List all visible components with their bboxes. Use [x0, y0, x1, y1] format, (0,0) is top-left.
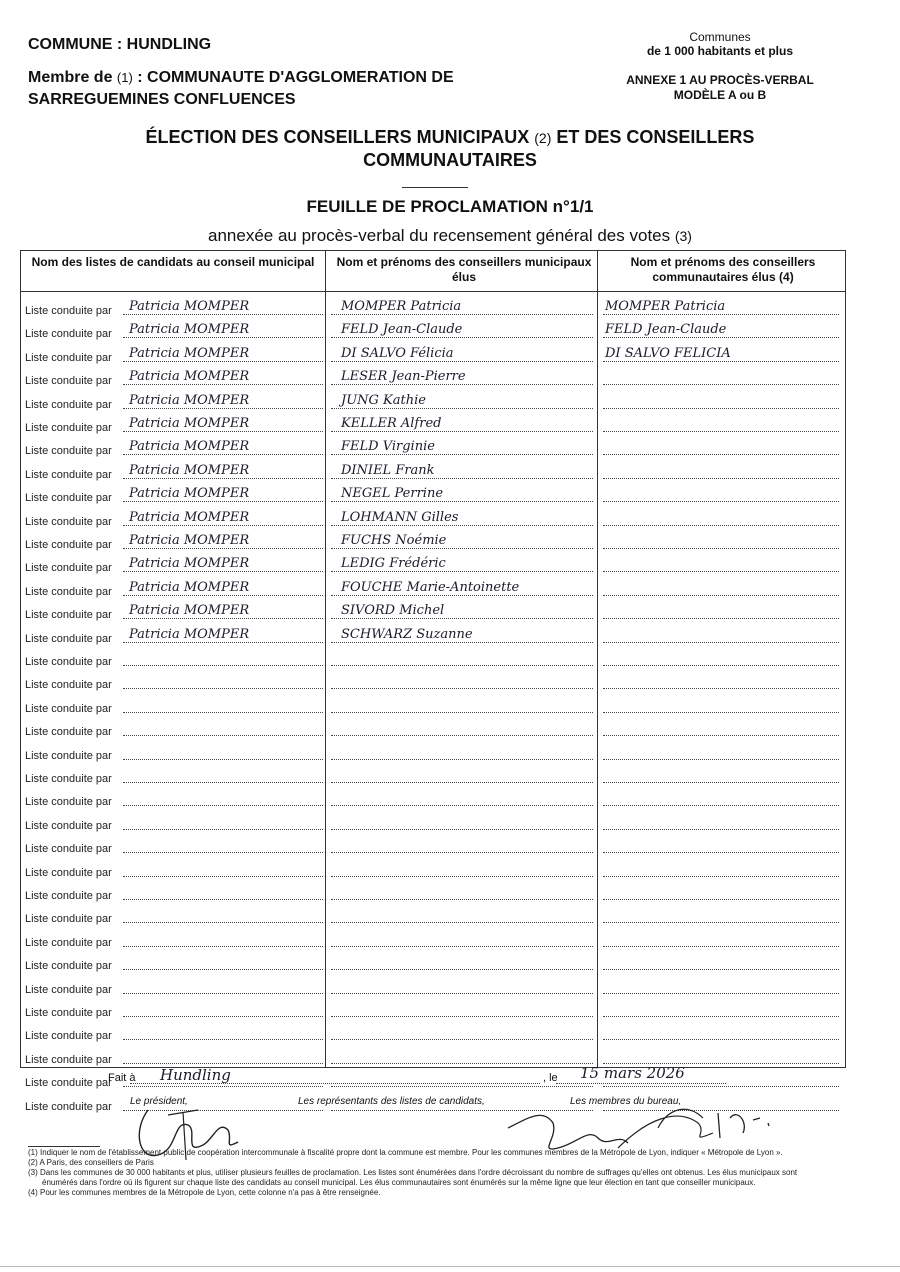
- communautaire-line: [603, 384, 839, 385]
- liste-line: [123, 665, 323, 666]
- commune-label: COMMUNE :: [28, 36, 123, 53]
- row-label: Liste conduite par: [25, 398, 112, 411]
- communautaire-line: [603, 337, 839, 338]
- membre-name: : COMMUNAUTE D'AGGLOMERATION DE SARREGUEMINES CONFLUENCES: [28, 69, 454, 108]
- municipal-elected: SIVORD Michel: [341, 603, 445, 619]
- membre-ref: (1): [116, 70, 133, 85]
- annexe-line2: MODÈLE A ou B: [673, 88, 767, 102]
- communautaire-line: [603, 899, 839, 900]
- communautaire-line: [603, 1039, 839, 1040]
- municipal-line: [331, 525, 593, 526]
- row-label: Liste conduite par: [25, 562, 112, 575]
- table-row: [21, 950, 845, 973]
- table-row: [21, 1020, 845, 1043]
- annexee-ref: (3): [674, 228, 692, 244]
- table-row: [21, 669, 845, 692]
- liste-name: Patricia MOMPER: [129, 579, 250, 595]
- liste-line: [123, 1016, 323, 1017]
- municipal-line: [331, 1039, 593, 1040]
- municipal-line: [331, 1063, 593, 1064]
- liste-line: [123, 571, 323, 572]
- communautaire-line: [603, 642, 839, 643]
- table-row: [21, 412, 845, 435]
- annexe-reference: [600, 73, 840, 103]
- table-row: [21, 997, 845, 1020]
- liste-name: Patricia MOMPER: [129, 322, 250, 338]
- communautaire-line: [603, 922, 839, 923]
- row-label: Liste conduite par: [25, 422, 112, 434]
- table-row: [21, 365, 845, 388]
- liste-line: [123, 852, 323, 853]
- liste-name: Patricia MOMPER: [129, 486, 250, 502]
- president-label: Le président,: [130, 1096, 188, 1107]
- commune-category: [600, 30, 840, 58]
- page-title: [80, 126, 820, 171]
- page-bottom-rule: [0, 1266, 900, 1267]
- municipal-line: [331, 922, 593, 923]
- footnote: (3) Dans les communes de 30 000 habitants et plus, utiliser plusieurs feuilles de proclamation. Les listes sont énumérées dans l'ordre décroissant du nombre de suffrages qu'elles ont obtenus. Les élus municipaux sont énumérés dans l'ordre où ils figurent sur chaque liste des candidats au conseil municipal. Les élus communautaires sont énumérés sur la même ligne que leur élection en tant que conseiller municipaux.: [28, 1168, 798, 1187]
- row-label: Liste conduite par: [25, 305, 112, 317]
- municipal-elected: DINIEL Frank: [341, 462, 435, 478]
- communautaire-line: [603, 665, 839, 666]
- row-label: Liste conduite par: [25, 492, 112, 505]
- title-ref: (2): [534, 130, 552, 146]
- municipal-elected: MOMPER Patricia: [341, 299, 462, 314]
- commune-name: HUNDLING: [126, 36, 212, 53]
- table-row: [21, 529, 845, 552]
- communautaire-line: [603, 876, 839, 877]
- footnote: (4) Pour les communes membres de la Métropole de Lyon, cette colonne n'a pas à être renseignée.: [28, 1188, 381, 1197]
- epci-heading: [28, 67, 548, 111]
- le-line: [556, 1083, 726, 1084]
- municipal-elected: LESER Jean-Pierre: [341, 369, 466, 385]
- liste-line: [123, 759, 323, 760]
- table-row: [21, 506, 845, 529]
- communautaire-line: [603, 759, 839, 760]
- municipal-line: [331, 782, 593, 783]
- communautaire-line: [603, 969, 839, 970]
- col-header-municipaux: Nom et prénoms des conseillers municipaux élus: [336, 255, 592, 284]
- communautaire-line: [603, 712, 839, 713]
- row-label: Liste conduite par: [25, 866, 112, 879]
- liste-name: Patricia MOMPER: [129, 439, 250, 455]
- liste-name: Patricia MOMPER: [129, 533, 250, 548]
- category-line1: Communes: [689, 30, 751, 44]
- row-label: Liste conduite par: [25, 679, 112, 692]
- table-row: [21, 342, 845, 365]
- title-part2: ET DES CONSEILLERS: [556, 127, 755, 147]
- municipal-elected: FUCHS Noémie: [341, 533, 447, 548]
- municipal-line: [331, 1086, 593, 1087]
- table-row: [21, 1044, 845, 1067]
- communautaire-line: [603, 454, 839, 455]
- col-header-communautaires: Nom et prénoms des conseillers communautaires élus (4): [630, 255, 816, 284]
- liste-line: [123, 829, 323, 830]
- row-label: Liste conduite par: [25, 656, 112, 668]
- table-row: [21, 623, 845, 646]
- municipal-line: [331, 454, 593, 455]
- municipal-elected: FELD Jean-Claude: [341, 322, 463, 338]
- row-label: Liste conduite par: [25, 702, 112, 715]
- row-label: Liste conduite par: [25, 1100, 112, 1113]
- communautaire-line: [603, 595, 839, 596]
- municipal-line: [331, 384, 593, 385]
- municipal-line: [331, 642, 593, 643]
- table-row: [21, 552, 845, 575]
- title-separator: [402, 187, 468, 188]
- communautaire-line: [603, 782, 839, 783]
- row-label: Liste conduite par: [25, 936, 112, 949]
- liste-line: [123, 993, 323, 994]
- liste-name: Patricia MOMPER: [129, 509, 250, 525]
- communautaire-line: [603, 852, 839, 853]
- col-header-listes: Nom des listes de candidats au conseil municipal: [31, 255, 315, 269]
- liste-line: [123, 712, 323, 713]
- table-row: [21, 576, 845, 599]
- table-row: [21, 716, 845, 739]
- proclamation-title: FEUILLE DE PROCLAMATION n°1/1: [306, 197, 594, 216]
- row-label: Liste conduite par: [25, 609, 112, 622]
- municipal-line: [331, 735, 593, 736]
- row-label: Liste conduite par: [25, 1030, 112, 1043]
- municipal-elected: LOHMANN Gilles: [341, 509, 459, 525]
- liste-line: [123, 946, 323, 947]
- municipal-line: [331, 876, 593, 877]
- municipal-line: [331, 712, 593, 713]
- municipal-line: [331, 361, 593, 362]
- table-row: [21, 693, 845, 716]
- municipal-line: [331, 993, 593, 994]
- municipal-elected: SCHWARZ Suzanne: [341, 626, 473, 642]
- liste-name: Patricia MOMPER: [129, 392, 250, 408]
- table-row: [21, 740, 845, 763]
- communautaire-line: [603, 946, 839, 947]
- row-label: Liste conduite par: [25, 328, 112, 341]
- communautaire-line: [603, 314, 839, 315]
- municipal-line: [331, 431, 593, 432]
- communautaire-line: [603, 735, 839, 736]
- signature-date: 15 mars 2026: [580, 1064, 685, 1082]
- liste-line: [123, 431, 323, 432]
- municipal-line: [331, 618, 593, 619]
- municipal-line: [331, 548, 593, 549]
- row-label: Liste conduite par: [25, 796, 112, 809]
- row-label: Liste conduite par: [25, 632, 112, 645]
- liste-line: [123, 548, 323, 549]
- table-row: [21, 857, 845, 880]
- liste-name: Patricia MOMPER: [129, 345, 250, 361]
- table-row: [21, 295, 845, 318]
- municipal-line: [331, 899, 593, 900]
- table-row: [21, 903, 845, 926]
- annexee-text: annexée au procès-verbal du recensement général des votes: [208, 226, 671, 245]
- membre-prefix: Membre de: [28, 69, 113, 86]
- liste-line: [123, 1086, 323, 1087]
- municipal-line: [331, 571, 593, 572]
- row-label: Liste conduite par: [25, 1077, 112, 1090]
- municipal-line: [331, 1016, 593, 1017]
- municipal-elected: DI SALVO Félicia: [341, 345, 454, 361]
- liste-line: [123, 454, 323, 455]
- liste-line: [123, 478, 323, 479]
- municipal-elected: LEDIG Frédéric: [341, 556, 446, 572]
- communautaire-line: [603, 805, 839, 806]
- bureau-label: Les membres du bureau,: [570, 1096, 682, 1107]
- title-part1: ÉLECTION DES CONSEILLERS MUNICIPAUX: [145, 127, 530, 147]
- liste-line: [123, 595, 323, 596]
- table-row: [21, 599, 845, 622]
- row-label: Liste conduite par: [25, 819, 112, 832]
- row-label: Liste conduite par: [25, 351, 112, 364]
- liste-line: [123, 782, 323, 783]
- liste-line: [123, 1063, 323, 1064]
- representants-label: Les représentants des listes de candidats,: [298, 1096, 485, 1107]
- communautaire-elected: FELD Jean-Claude: [605, 322, 727, 338]
- liste-line: [123, 876, 323, 877]
- liste-line: [123, 337, 323, 338]
- liste-line: [123, 408, 323, 409]
- communautaire-line: [603, 618, 839, 619]
- municipal-line: [331, 946, 593, 947]
- row-label: Liste conduite par: [25, 913, 112, 926]
- communautaire-elected: MOMPER Patricia: [605, 299, 726, 314]
- row-label: Liste conduite par: [25, 890, 112, 902]
- table-row: [21, 974, 845, 997]
- liste-line: [123, 501, 323, 502]
- liste-line: [123, 314, 323, 315]
- table-row: [21, 810, 845, 833]
- municipal-elected: JUNG Kathie: [341, 392, 426, 408]
- municipal-elected: NEGEL Perrine: [341, 486, 444, 502]
- communautaire-line: [603, 501, 839, 502]
- liste-line: [123, 525, 323, 526]
- row-label: Liste conduite par: [25, 539, 112, 551]
- row-label: Liste conduite par: [25, 375, 112, 388]
- communautaire-line: [603, 431, 839, 432]
- table-row: [21, 1067, 845, 1090]
- table-row: [21, 763, 845, 786]
- liste-line: [123, 642, 323, 643]
- fait-place: Hundling: [160, 1066, 231, 1084]
- liste-line: [123, 969, 323, 970]
- communautaire-line: [603, 548, 839, 549]
- communautaire-line: [603, 361, 839, 362]
- liste-line: [123, 384, 323, 385]
- annexe-line1: ANNEXE 1 AU PROCÈS-VERBAL: [626, 73, 814, 87]
- row-label: Liste conduite par: [25, 445, 112, 458]
- row-label: Liste conduite par: [25, 773, 112, 785]
- communautaire-line: [603, 478, 839, 479]
- table-row: [21, 646, 845, 669]
- liste-line: [123, 361, 323, 362]
- proclamation-subtitle: [100, 226, 800, 246]
- liste-line: [123, 735, 323, 736]
- header-divider: [21, 291, 845, 292]
- municipal-line: [331, 337, 593, 338]
- municipal-elected: FOUCHE Marie-Antoinette: [341, 579, 520, 595]
- le-label: , le: [543, 1072, 558, 1084]
- liste-name: Patricia MOMPER: [129, 556, 250, 572]
- municipal-line: [331, 829, 593, 830]
- municipal-line: [331, 805, 593, 806]
- communautaire-line: [603, 993, 839, 994]
- table-row: [21, 833, 845, 856]
- municipal-line: [331, 665, 593, 666]
- footnote: (2) A Paris, des conseillers de Paris: [28, 1158, 154, 1167]
- row-label: Liste conduite par: [25, 749, 112, 762]
- municipal-line: [331, 688, 593, 689]
- table-row: [21, 318, 845, 341]
- communautaire-line: [603, 1086, 839, 1087]
- category-line2: de 1 000 habitants et plus: [646, 44, 794, 58]
- title-line2: COMMUNAUTAIRES: [363, 150, 537, 170]
- liste-name: Patricia MOMPER: [129, 369, 250, 385]
- liste-line: [123, 688, 323, 689]
- municipal-line: [331, 969, 593, 970]
- municipal-line: [331, 595, 593, 596]
- municipal-line: [331, 852, 593, 853]
- municipal-line: [331, 501, 593, 502]
- row-label: Liste conduite par: [25, 468, 112, 481]
- municipal-line: [331, 314, 593, 315]
- row-label: Liste conduite par: [25, 1007, 112, 1019]
- liste-name: Patricia MOMPER: [129, 299, 250, 314]
- footnote: (1) Indiquer le nom de l'établissement public de coopération intercommunale à fiscalité propre dont la commune est membre. Pour les communes membres de la Métropole de Lyon, indiquer « Métropole de Lyon ».: [28, 1148, 783, 1157]
- table-row: [21, 786, 845, 809]
- table-row: [21, 389, 845, 412]
- commune-heading: [28, 36, 211, 54]
- row-label: Liste conduite par: [25, 843, 112, 856]
- communautaire-line: [603, 571, 839, 572]
- municipal-elected: FELD Virginie: [341, 439, 435, 455]
- communautaire-line: [603, 1016, 839, 1017]
- footnotes: [28, 1148, 828, 1198]
- table-row: [21, 880, 845, 903]
- table-row: [21, 927, 845, 950]
- liste-name: Patricia MOMPER: [129, 626, 250, 642]
- liste-name: Patricia MOMPER: [129, 603, 250, 619]
- row-label: Liste conduite par: [25, 726, 112, 739]
- row-label: Liste conduite par: [25, 585, 112, 598]
- row-label: Liste conduite par: [25, 983, 112, 996]
- liste-line: [123, 618, 323, 619]
- liste-line: [123, 899, 323, 900]
- liste-name: Patricia MOMPER: [129, 462, 250, 478]
- liste-line: [123, 805, 323, 806]
- row-label: Liste conduite par: [25, 960, 112, 973]
- municipal-line: [331, 478, 593, 479]
- municipal-line: [331, 759, 593, 760]
- table-row: [21, 435, 845, 458]
- table-row: [21, 459, 845, 482]
- communautaire-line: [603, 525, 839, 526]
- communautaire-elected: DI SALVO FELICIA: [605, 345, 731, 361]
- liste-line: [123, 922, 323, 923]
- row-label: Liste conduite par: [25, 1053, 112, 1066]
- communautaire-line: [603, 408, 839, 409]
- table-row: [21, 482, 845, 505]
- liste-line: [123, 1039, 323, 1040]
- municipal-line: [331, 408, 593, 409]
- fait-label: Fait à: [108, 1072, 136, 1084]
- communautaire-line: [603, 829, 839, 830]
- liste-name: Patricia MOMPER: [129, 416, 250, 431]
- row-label: Liste conduite par: [25, 515, 112, 528]
- footnote-separator: [28, 1146, 100, 1147]
- communautaire-line: [603, 688, 839, 689]
- municipal-elected: KELLER Alfred: [341, 416, 442, 431]
